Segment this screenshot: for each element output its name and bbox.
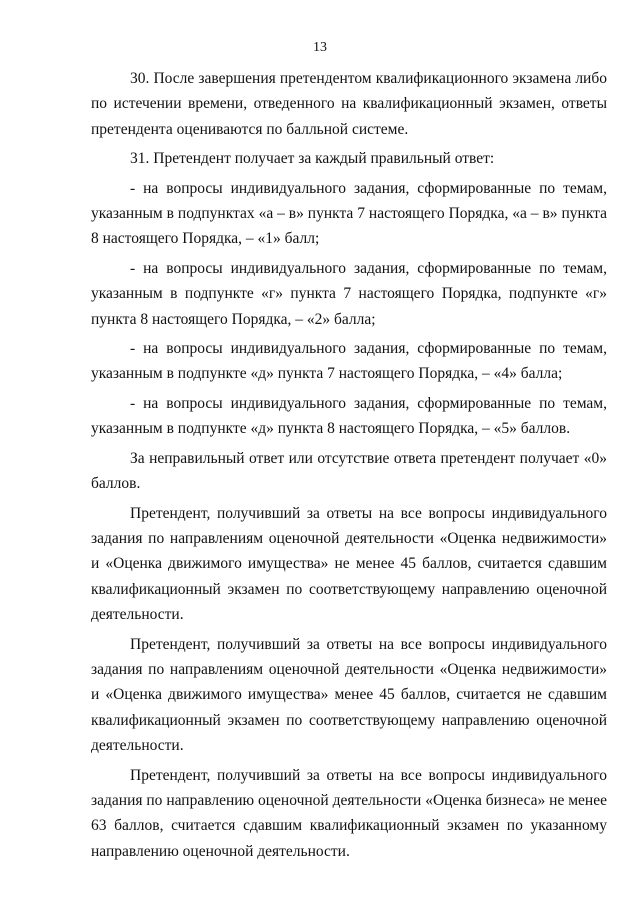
- paragraph-passed-property: Претендент, получивший за ответы на все вопросы индивидуального задания по направлениям оценочной деятельности «Оценка недвижимости» и «Оценка движимого имущества» не менее 45 баллов, считается сдавшим квалификационный экзамен по соответствующему направлению оценочной деятельности.: [91, 504, 607, 624]
- paragraph-zero-points: За неправильный ответ или отсутствие ответа претендент получает «0» баллов.: [91, 449, 607, 493]
- paragraph-failed-property: Претендент, получивший за ответы на все вопросы индивидуального задания по направлениям оценочной деятельности «Оценка недвижимости» и «Оценка движимого имущества» менее 45 баллов, считается не сдавшим квалификационный экзамен по соответствующему направлению оценочной деятельности.: [91, 635, 607, 755]
- list-item-5-points: - на вопросы индивидуального задания, сформированные по темам, указанным в подпункте «д» пункта 8 настоящего Порядка, – «5» баллов.: [91, 394, 607, 438]
- document-body: [91, 66, 607, 868]
- list-item-1-point: - на вопросы индивидуального задания, сформированные по темам, указанным в подпунктах «а – в» пункта 7 настоящего Порядка, «а – в» пункта 8 настоящего Порядка, – «1» балл;: [91, 179, 607, 248]
- list-item-4-points: - на вопросы индивидуального задания, сформированные по темам, указанным в подпункте «д» пункта 7 настоящего Порядка, – «4» балла;: [91, 340, 607, 383]
- list-item-2-points: - на вопросы индивидуального задания, сформированные по темам, указанным в подпункте «г» пункта 7 настоящего Порядка, подпункте «г» пункта 8 настоящего Порядка, – «2» балла;: [91, 259, 607, 328]
- paragraph-31: 31. Претендент получает за каждый правильный ответ:: [130, 150, 495, 168]
- paragraph-30: 30. После завершения претендентом квалификационного экзамена либо по истечении времени, отведенного на квалификационный экзамен, ответы претендента оцениваются по балльной системе.: [91, 70, 607, 138]
- page-number: 13: [313, 40, 327, 55]
- paragraph-passed-business: Претендент, получивший за ответы на все вопросы индивидуального задания по направлению оценочной деятельности «Оценка бизнеса» не менее 63 баллов, считается сдавшим квалификационный экзамен по указанному направлению оценочной деятельности.: [91, 766, 607, 860]
